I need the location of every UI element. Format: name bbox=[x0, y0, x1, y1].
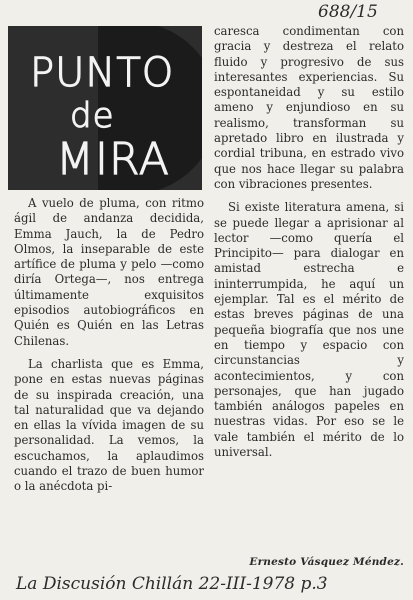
masthead-word-mira: MIRA bbox=[56, 134, 170, 185]
masthead-word-de: de bbox=[70, 96, 115, 136]
article-right-column bbox=[214, 24, 404, 468]
column-masthead bbox=[8, 26, 202, 190]
article-paragraph: La charlista que es Emma, pone en estas nuevas páginas de su inspirada creación, una tal naturalidad que va dejando en ellas la vívida imagen de su personalidad. La vemos, la escuchamos, la aplaudimos cuando el trazo de buen humor o la anécdota pi- bbox=[14, 356, 204, 494]
article-author: Ernesto Vásquez Méndez. bbox=[249, 556, 404, 568]
masthead-word-punto: PUNTO bbox=[30, 50, 175, 96]
article-paragraph: Si existe literatura amena, si se puede llegar a aprisionar al lector —como quería el Principito— para dialogar en amistad estrecha e ininterrumpida, he aquí un ejemplar. Tal es el mérito de estas breves páginas de una pequeña biografía que nos une en tiempo y espacio con circunstancias y acontecimientos, y con personajes, que han jugado también análogos papeles en nuestras vidas. Por eso se le vale también el mérito de lo universal. bbox=[214, 200, 404, 460]
archive-source-note: La Discusión Chillán 22-III-1978 p.3 bbox=[16, 574, 328, 594]
article-paragraph: caresca condimentan con gracia y destreza el relato fluido y progresivo de sus interesantes experiencias. Su espontaneidad y su estilo ameno y enjundioso en su realismo, transforman su apretado libro en ilustrada y cordial tribuna, en estrado vivo que nos hace llegar su palabra con vibraciones presentes. bbox=[214, 24, 404, 191]
archive-reference-note: 688/15 bbox=[318, 2, 378, 22]
article-left-column bbox=[14, 196, 204, 503]
article-paragraph: A vuelo de pluma, con ritmo ágil de andanza decidida, Emma Jauch, la de Pedro Olmos, la inseparable de este artífice de pluma y pelo —como diría Ortega—, nos entrega últimamente exquisitos episodios autobiográficos en Quién es Quién en las Letras Chilenas. bbox=[14, 196, 204, 348]
